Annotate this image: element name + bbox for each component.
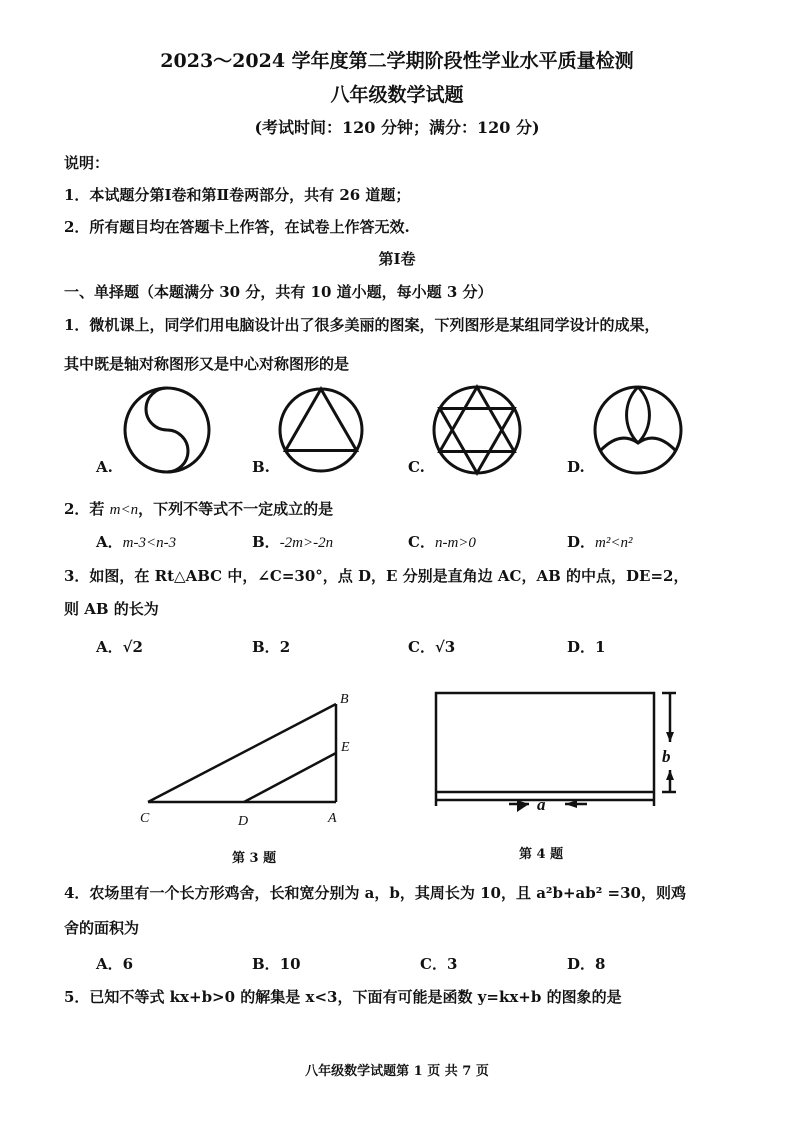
q1-option-c: C. <box>408 458 425 476</box>
part-title: 第Ⅰ卷 <box>378 250 416 268</box>
q1-stem-line1: 1．微机课上，同学们用电脑设计出了很多美丽的图案，下列图形是某组同学设计的成果， <box>64 316 660 334</box>
fig3-label-e: E <box>341 740 350 755</box>
fig3-side-cb <box>148 704 336 802</box>
fig4-rect <box>436 693 654 792</box>
fig3-caption: 第 3 题 <box>232 851 277 866</box>
q2-option-a: A．m-3<n-3 <box>96 533 177 551</box>
q4-option-c: C．3 <box>420 955 458 973</box>
q2-option-c: C．n-m>0 <box>408 533 476 551</box>
q2-option-b: B．-2m>-2n <box>252 533 334 551</box>
note-item-2: 2．所有题目均在答题卡上作答，在试卷上作答无效. <box>64 218 410 236</box>
fig4-caption: 第 4 题 <box>519 847 564 862</box>
q4-option-d: D．8 <box>567 955 606 973</box>
q4-option-b: B．10 <box>252 955 301 973</box>
q1-option-d: D. <box>567 458 585 476</box>
fig4-label-a: a <box>537 795 546 814</box>
fig4-rectangle <box>425 682 695 822</box>
q4-stem-line1: 4．农场里有一个长方形鸡舍，长和宽分别为 a，b，其周长为 10，且 a²b+ab² =30，则鸡 <box>64 884 686 902</box>
q4-stem-line2: 舍的面积为 <box>64 919 140 937</box>
exam-title: 2023～2024 学年度第二学期阶段性学业水平质量检测 <box>160 50 634 72</box>
q3-option-a: A．√2 <box>96 638 143 656</box>
q1-figure-a <box>125 388 209 472</box>
q2-stem <box>64 498 333 519</box>
q3-stem-line2: 则 AB 的长为 <box>64 600 159 618</box>
section-title: 一、单择题（本题满分 30 分，共有 10 道小题，每小题 3 分） <box>64 283 493 301</box>
q1-stem-line2: 其中既是轴对称图形又是中心对称图形的是 <box>64 355 350 373</box>
q1-figure-c <box>434 387 520 473</box>
fig3-triangle <box>130 688 370 833</box>
q1-option-b: B. <box>252 458 270 476</box>
q3-option-d: D．1 <box>567 638 606 656</box>
fig3-label-d: D <box>238 814 249 829</box>
fig3-label-c: C <box>140 811 150 826</box>
fig3-label-b: B <box>340 692 349 707</box>
fig4-label-b: b <box>662 747 671 766</box>
exam-info: (考试时间：120 分钟；满分：120 分) <box>254 118 540 137</box>
q3-option-b: B．2 <box>252 638 291 656</box>
fig3-label-a: A <box>328 811 337 826</box>
q2-option-d: D．m²<n² <box>567 533 633 551</box>
q3-stem-line1: 3．如图，在 Rt△ABC 中，∠C=30°，点 D，E 分别是直角边 AC，AB 的中点，DE=2， <box>64 567 689 585</box>
q1-option-a: A. <box>96 458 113 476</box>
note-item-1: 1．本试题分第Ⅰ卷和第Ⅱ卷两部分，共有 26 道题； <box>64 186 411 204</box>
q1-figure-b <box>280 389 362 471</box>
q2-prefix: 2．若 <box>64 500 110 518</box>
q5-stem-line1: 5．已知不等式 kx+b>0 的解集是 x<3，下面有可能是函数 y=kx+b 的图象的是 <box>64 988 622 1006</box>
q2-suffix: ，下列不等式不一定成立的是 <box>138 500 334 518</box>
fig3-segment-de <box>244 753 336 802</box>
q1-figure-d <box>595 387 681 473</box>
q4-option-a: A．6 <box>96 955 134 973</box>
exam-subtitle: 八年级数学试题 <box>330 84 464 106</box>
q1-figures <box>80 380 720 480</box>
q2-condition: m<n <box>109 502 139 518</box>
notes-heading: 说明： <box>64 154 110 172</box>
page-footer: 八年级数学试题第 1 页 共 7 页 <box>305 1064 489 1079</box>
q3-option-c: C．√3 <box>408 638 456 656</box>
